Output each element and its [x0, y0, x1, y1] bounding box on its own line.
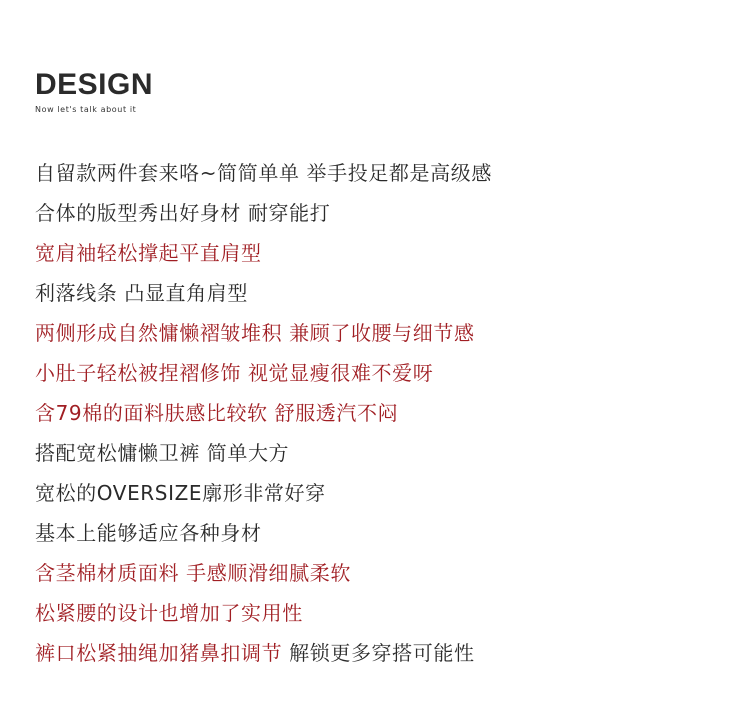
description-line-text: 合体的版型秀出好身材 耐穿能打 — [35, 201, 331, 225]
description-line — [35, 356, 492, 396]
description-line — [35, 156, 492, 196]
description-line — [35, 276, 492, 316]
description-line — [35, 596, 492, 636]
description-line-text: 基本上能够适应各种身材 — [35, 521, 262, 545]
description-line-text: 宽松的OVERSIZE廓形非常好穿 — [35, 481, 326, 505]
page-subtitle: Now let's talk about it — [35, 105, 137, 114]
description-list — [35, 156, 492, 676]
description-line — [35, 236, 492, 276]
description-line — [35, 316, 492, 356]
description-line-text: 松紧腰的设计也增加了实用性 — [35, 601, 303, 625]
description-line-text: 宽肩袖轻松撑起平直肩型 — [35, 241, 262, 265]
description-line — [35, 196, 492, 236]
description-line-text: 利落线条 凸显直角肩型 — [35, 281, 248, 305]
description-line — [35, 636, 492, 676]
page-title: DESIGN — [35, 68, 154, 101]
description-line — [35, 396, 492, 436]
description-line-text: 两侧形成自然慵懒褶皱堆积 兼顾了收腰与细节感 — [35, 321, 475, 345]
description-line — [35, 476, 492, 516]
design-header — [35, 68, 153, 115]
description-line — [35, 556, 492, 596]
description-line — [35, 516, 492, 556]
description-line-text: 自留款两件套来咯~简简单单 举手投足都是高级感 — [35, 161, 492, 185]
description-line-text: 含茎棉材质面料 手感顺滑细腻柔软 — [35, 561, 351, 585]
description-line — [35, 436, 492, 476]
description-line-text: 搭配宽松慵懒卫裤 简单大方 — [35, 441, 290, 465]
description-line-text: 裤口松紧抽绳加猪鼻扣调节 — [35, 641, 283, 665]
description-line-tail: 解锁更多穿搭可能性 — [282, 641, 475, 665]
description-line-text: 含79棉的面料肤感比较软 舒服透汽不闷 — [35, 401, 399, 425]
description-line-text: 小肚子轻松被捏褶修饰 视觉显瘦很难不爱呀 — [35, 361, 434, 385]
